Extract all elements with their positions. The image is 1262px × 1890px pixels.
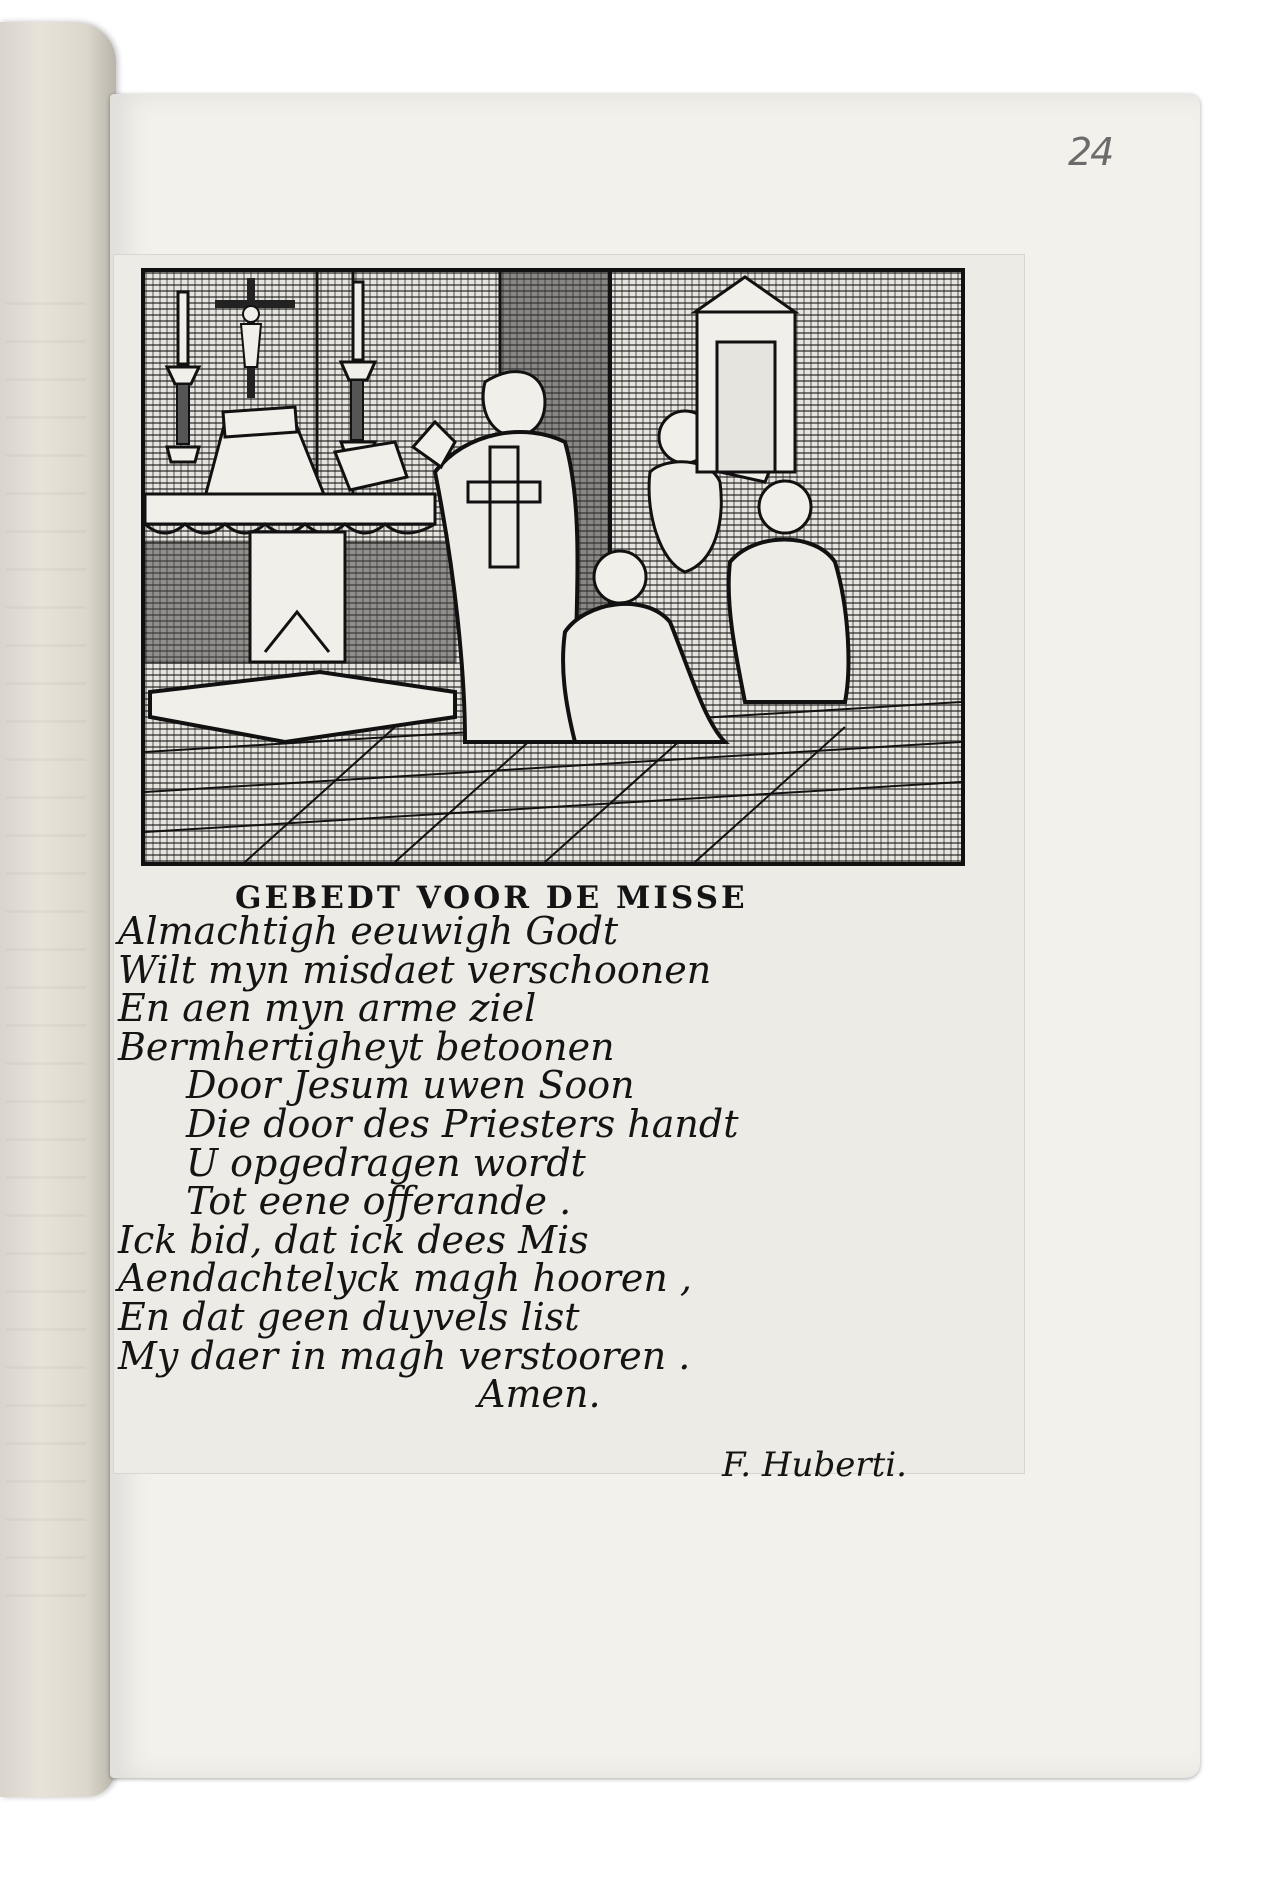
tabernacle-doorway xyxy=(695,277,795,472)
engraving-illustration xyxy=(141,268,965,866)
verse-line: Tot eene offerande . xyxy=(186,1179,572,1224)
left-candlestick xyxy=(167,292,199,462)
crucifix xyxy=(215,278,295,398)
prayer-title: GEBEDT VOOR DE MISSE xyxy=(235,880,748,916)
open-book xyxy=(335,442,407,490)
right-candlestick xyxy=(341,282,375,458)
altar xyxy=(145,494,455,742)
verse-line: Wilt myn misdaet verschoonen xyxy=(118,947,712,992)
show-through-text xyxy=(6,302,86,1602)
verse-line: My daer in magh verstooren . xyxy=(118,1333,691,1378)
prayer-verse xyxy=(118,909,978,1417)
verse-line: En dat geen duyvels list xyxy=(118,1294,580,1339)
verse-line: En aen myn arme ziel xyxy=(118,986,537,1031)
open-missal xyxy=(223,407,297,437)
verse-line: Almachtigh eeuwigh Godt xyxy=(118,909,619,953)
kneeling-figure xyxy=(729,481,849,702)
signature: F. Huberti. xyxy=(722,1445,907,1485)
verse-line: Door Jesum uwen Soon xyxy=(186,1063,635,1108)
verse-amen: Amen. xyxy=(478,1372,601,1417)
verse-line: Aendachtelyck magh hooren , xyxy=(118,1256,692,1301)
engraving-drawing xyxy=(145,272,961,862)
verse-line: Ick bid, dat ick dees Mis xyxy=(118,1217,589,1262)
facing-page-edge xyxy=(0,22,116,1797)
verse-line: Bermhertigheyt betoonen xyxy=(118,1024,615,1069)
verse-line: U opgedragen wordt xyxy=(186,1140,586,1185)
page-number: 24 xyxy=(1068,130,1113,174)
verse-line: Die door des Priesters handt xyxy=(186,1101,739,1146)
